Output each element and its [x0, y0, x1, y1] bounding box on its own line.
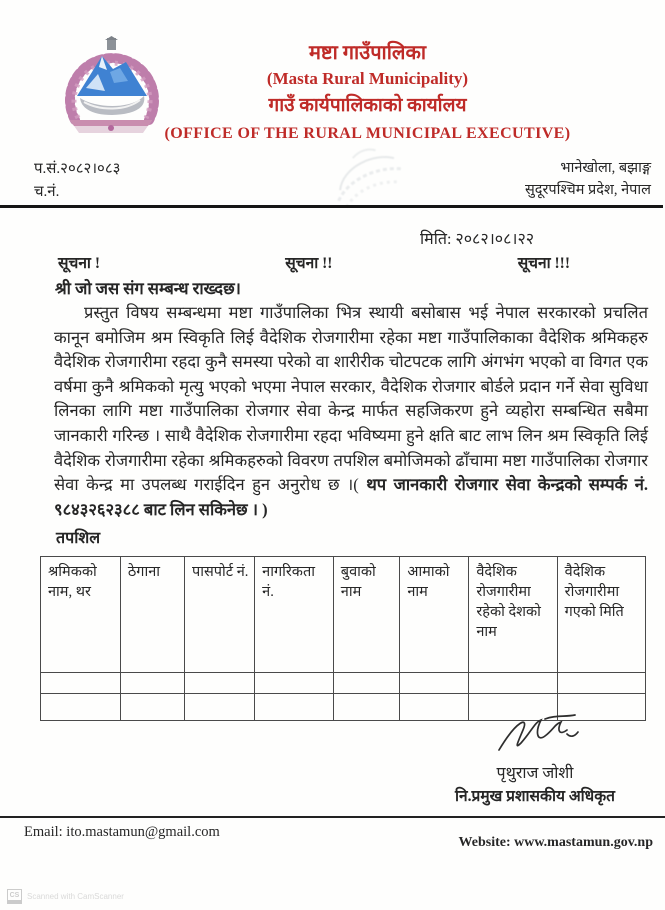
empty-cell: [255, 673, 334, 694]
municipality-title-nepali: मष्टा गाउँपालिका: [308, 42, 427, 64]
signer-title: नि.प्रमुख प्रशासकीय अधिकृत: [455, 788, 615, 805]
reference-number: प.सं.२०८२।०८३: [34, 161, 121, 177]
address-line-1: भानेखोला, बझाङ्ग: [560, 160, 651, 176]
paragraph-bold-contact: थप जानकारी रोजगार सेवा केन्द्रको सम्पर्क नं. ९८४३२६२३८८ बाट लिन सकिनेछ । ): [54, 475, 648, 519]
table-header-row: [41, 557, 646, 673]
body-paragraph: [54, 301, 648, 522]
address-line-2: सुदूरपश्चिम प्रदेश, नेपाल: [524, 182, 651, 198]
empty-cell: [184, 694, 254, 721]
empty-cell: [400, 673, 469, 694]
signature-block: [428, 714, 642, 809]
signer-name: पृथुराज जोशी: [496, 765, 574, 782]
footer-divider: [0, 816, 665, 818]
letter-date: मिति: २०८२।०८।२२: [420, 231, 535, 248]
office-title-english: (OFFICE OF THE RURAL MUNICIPAL EXECUTIVE): [164, 125, 571, 142]
notice-3: सूचना !!!: [517, 255, 570, 272]
office-title-nepali: गाउँ कार्यपालिकाको कार्यालय: [268, 95, 467, 116]
footer-email: [24, 824, 220, 841]
empty-cell: [120, 694, 184, 721]
website-label: Website:: [458, 835, 511, 850]
camscanner-text: Scanned with CamScanner: [27, 892, 124, 901]
empty-cell: [41, 694, 121, 721]
paragraph-text: प्रस्तुत विषय सम्बन्धमा मष्टा गाउँपालिका भित्र स्थायी बसोबास भई नेपाल सरकारको प्रचलित कानून बमोजिम श्रम स्विकृति लिई वैदेशिक रोजगारीमा रहेका मष्टा गाउँपालिकाका वैदेशिक श्रमिकहरु वैदेशिक रोजगारीमा रहदा कुनै समस्या परेको वा शारीरीक चोटपटक लागि अंगभंग भएको वा विगत एक वर्षमा कुनै श्रमिकको मृत्यु भएको भएमा नेपाल सरकार, वैदेशिक रोजगार बोर्डले प्रदान गर्ने सेवा सुविधा लिनका लागि मष्टा गाउँपालिका रोजगार सेवा केन्द्र मार्फत सहजिकरण हुने व्यहोरा सम्बन्धित सबैमा जानकारी गरिन्छ । साथै वैदेशिक रोजगारीमा रहदा भविष्यमा हुने क्षति बाट लाभ लिन श्रम स्विकृति लिई वैदेशिक रोजगारीमा रहेका श्रमिकहरुको विवरण तपशिल बमोजिमको ढाँचामा मष्टा गाउँपालिका रोजगार सेवा केन्द्र मा उपलब्ध गराईदिन हुन अनुरोध छ ।(: [54, 303, 648, 495]
website-value: www.mastamun.gov.np: [514, 835, 653, 850]
camscanner-badge-icon: CS: [7, 889, 22, 904]
empty-cell: [333, 694, 400, 721]
col-citizenship-no: नागरिकता नं.: [255, 557, 334, 673]
handwritten-signature-icon: [428, 714, 642, 763]
dispatch-number-label: च.नं.: [34, 184, 60, 200]
col-employment-country: वैदेशिक रोजगारीमा रहेको देशको नाम: [469, 557, 557, 673]
col-father-name: बुवाको नाम: [333, 557, 400, 673]
empty-cell: [255, 694, 334, 721]
col-passport-no: पासपोर्ट नं.: [184, 557, 254, 673]
header-divider: [0, 205, 663, 208]
notice-row: [58, 251, 570, 273]
subject-line: श्री जो जस संग सम्बन्ध राख्दछ।: [55, 279, 241, 298]
notice-1: सूचना !: [58, 255, 100, 272]
notice-2: सूचना !!: [285, 255, 333, 272]
letterhead: [105, 40, 630, 148]
col-mother-name: आमाको नाम: [400, 557, 469, 673]
empty-cell: [120, 673, 184, 694]
tapasil-heading: तपशिल: [56, 530, 101, 547]
empty-cell: [469, 673, 557, 694]
col-departure-date: वैदेशिक रोजगारीमा गएको मिति: [557, 557, 645, 673]
footer-website: [459, 835, 653, 851]
empty-cell: [41, 673, 121, 694]
camscanner-watermark: [7, 889, 124, 904]
col-worker-name: श्रमिकको नाम, थर: [41, 557, 121, 673]
col-address: ठेगाना: [120, 557, 184, 673]
municipality-title-english: (Masta Rural Municipality): [266, 69, 469, 88]
empty-cell: [557, 673, 645, 694]
reference-block: [34, 158, 120, 204]
worker-details-table: [40, 556, 646, 721]
empty-cell: [333, 673, 400, 694]
empty-cell: [184, 673, 254, 694]
email-label: Email:: [24, 824, 63, 840]
email-value: ito.mastamun@gmail.com: [66, 824, 220, 840]
table-empty-row: [41, 673, 646, 694]
address-block: [525, 157, 651, 201]
